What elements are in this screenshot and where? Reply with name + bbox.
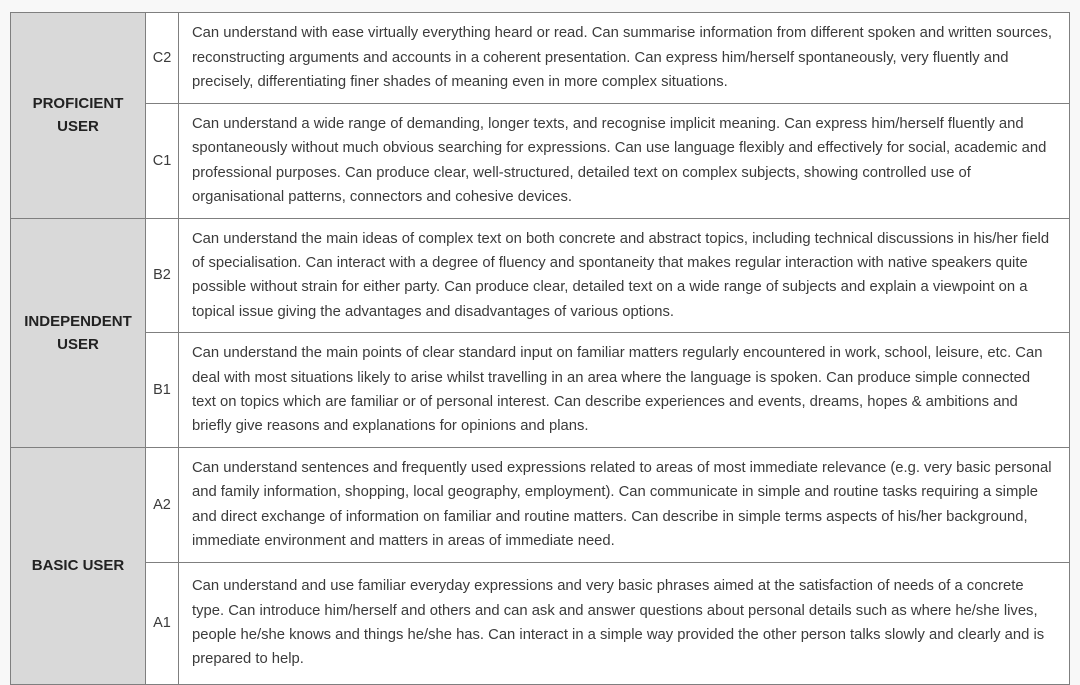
table-row xyxy=(11,218,1070,333)
level-cell-b1: B1 xyxy=(146,333,179,448)
level-cell-c1: C1 xyxy=(146,104,179,219)
table-row xyxy=(11,447,1070,562)
level-cell-a1: A1 xyxy=(146,562,179,684)
description-cell-c2: Can understand with ease virtually everything heard or read. Can summarise information from different spoken and written sources, reconstructing arguments and accounts in a coherent presentation. Can express him/herself spontaneously, very fluently and precisely, differentiating finer shades of meaning even in more complex situations. xyxy=(179,13,1070,104)
level-cell-c2: C2 xyxy=(146,13,179,104)
group-cell-basic-user: BASIC USER xyxy=(11,447,146,684)
table-row xyxy=(11,13,1070,104)
cefr-levels-table xyxy=(10,12,1070,685)
description-cell-a1: Can understand and use familiar everyday expressions and very basic phrases aimed at the satisfaction of needs of a concrete type. Can introduce him/herself and others and can ask and answer questions about personal details such as where he/she lives, people he/she knows and things he/she has. Can interact in a simple way provided the other person talks slowly and clearly and is prepared to help. xyxy=(179,562,1070,684)
description-cell-c1: Can understand a wide range of demanding, longer texts, and recognise implicit meaning. Can express him/herself fluently and spontaneously without much obvious searching for expressions. Can use language flexibly and effectively for social, academic and professional purposes. Can produce clear, well-structured, detailed text on complex subjects, showing controlled use of organisational patterns, connectors and cohesive devices. xyxy=(179,104,1070,219)
description-cell-b1: Can understand the main points of clear standard input on familiar matters regularly encountered in work, school, leisure, etc. Can deal with most situations likely to arise whilst travelling in an area where the language is spoken. Can produce simple connected text on topics which are familiar or of personal interest. Can describe experiences and events, dreams, hopes & ambitions and briefly give reasons and explanations for opinions and plans. xyxy=(179,333,1070,448)
group-cell-independent-user: INDEPENDENT USER xyxy=(11,218,146,447)
description-cell-a2: Can understand sentences and frequently used expressions related to areas of most immediate relevance (e.g. very basic personal and family information, shopping, local geography, employment). Can communicate in simple and routine tasks requiring a simple and direct exchange of information on familiar and routine matters. Can describe in simple terms aspects of his/her background, immediate environment and matters in areas of immediate need. xyxy=(179,447,1070,562)
table-row xyxy=(11,562,1070,684)
description-cell-b2: Can understand the main ideas of complex text on both concrete and abstract topics, including technical discussions in his/her field of specialisation. Can interact with a degree of fluency and spontaneity that makes regular interaction with native speakers quite possible without strain for either party. Can produce clear, detailed text on a wide range of subjects and explain a viewpoint on a topical issue giving the advantages and disadvantages of various options. xyxy=(179,218,1070,333)
table-row xyxy=(11,104,1070,219)
group-cell-proficient-user: PROFICIENT USER xyxy=(11,13,146,219)
level-cell-b2: B2 xyxy=(146,218,179,333)
table-row xyxy=(11,333,1070,448)
level-cell-a2: A2 xyxy=(146,447,179,562)
